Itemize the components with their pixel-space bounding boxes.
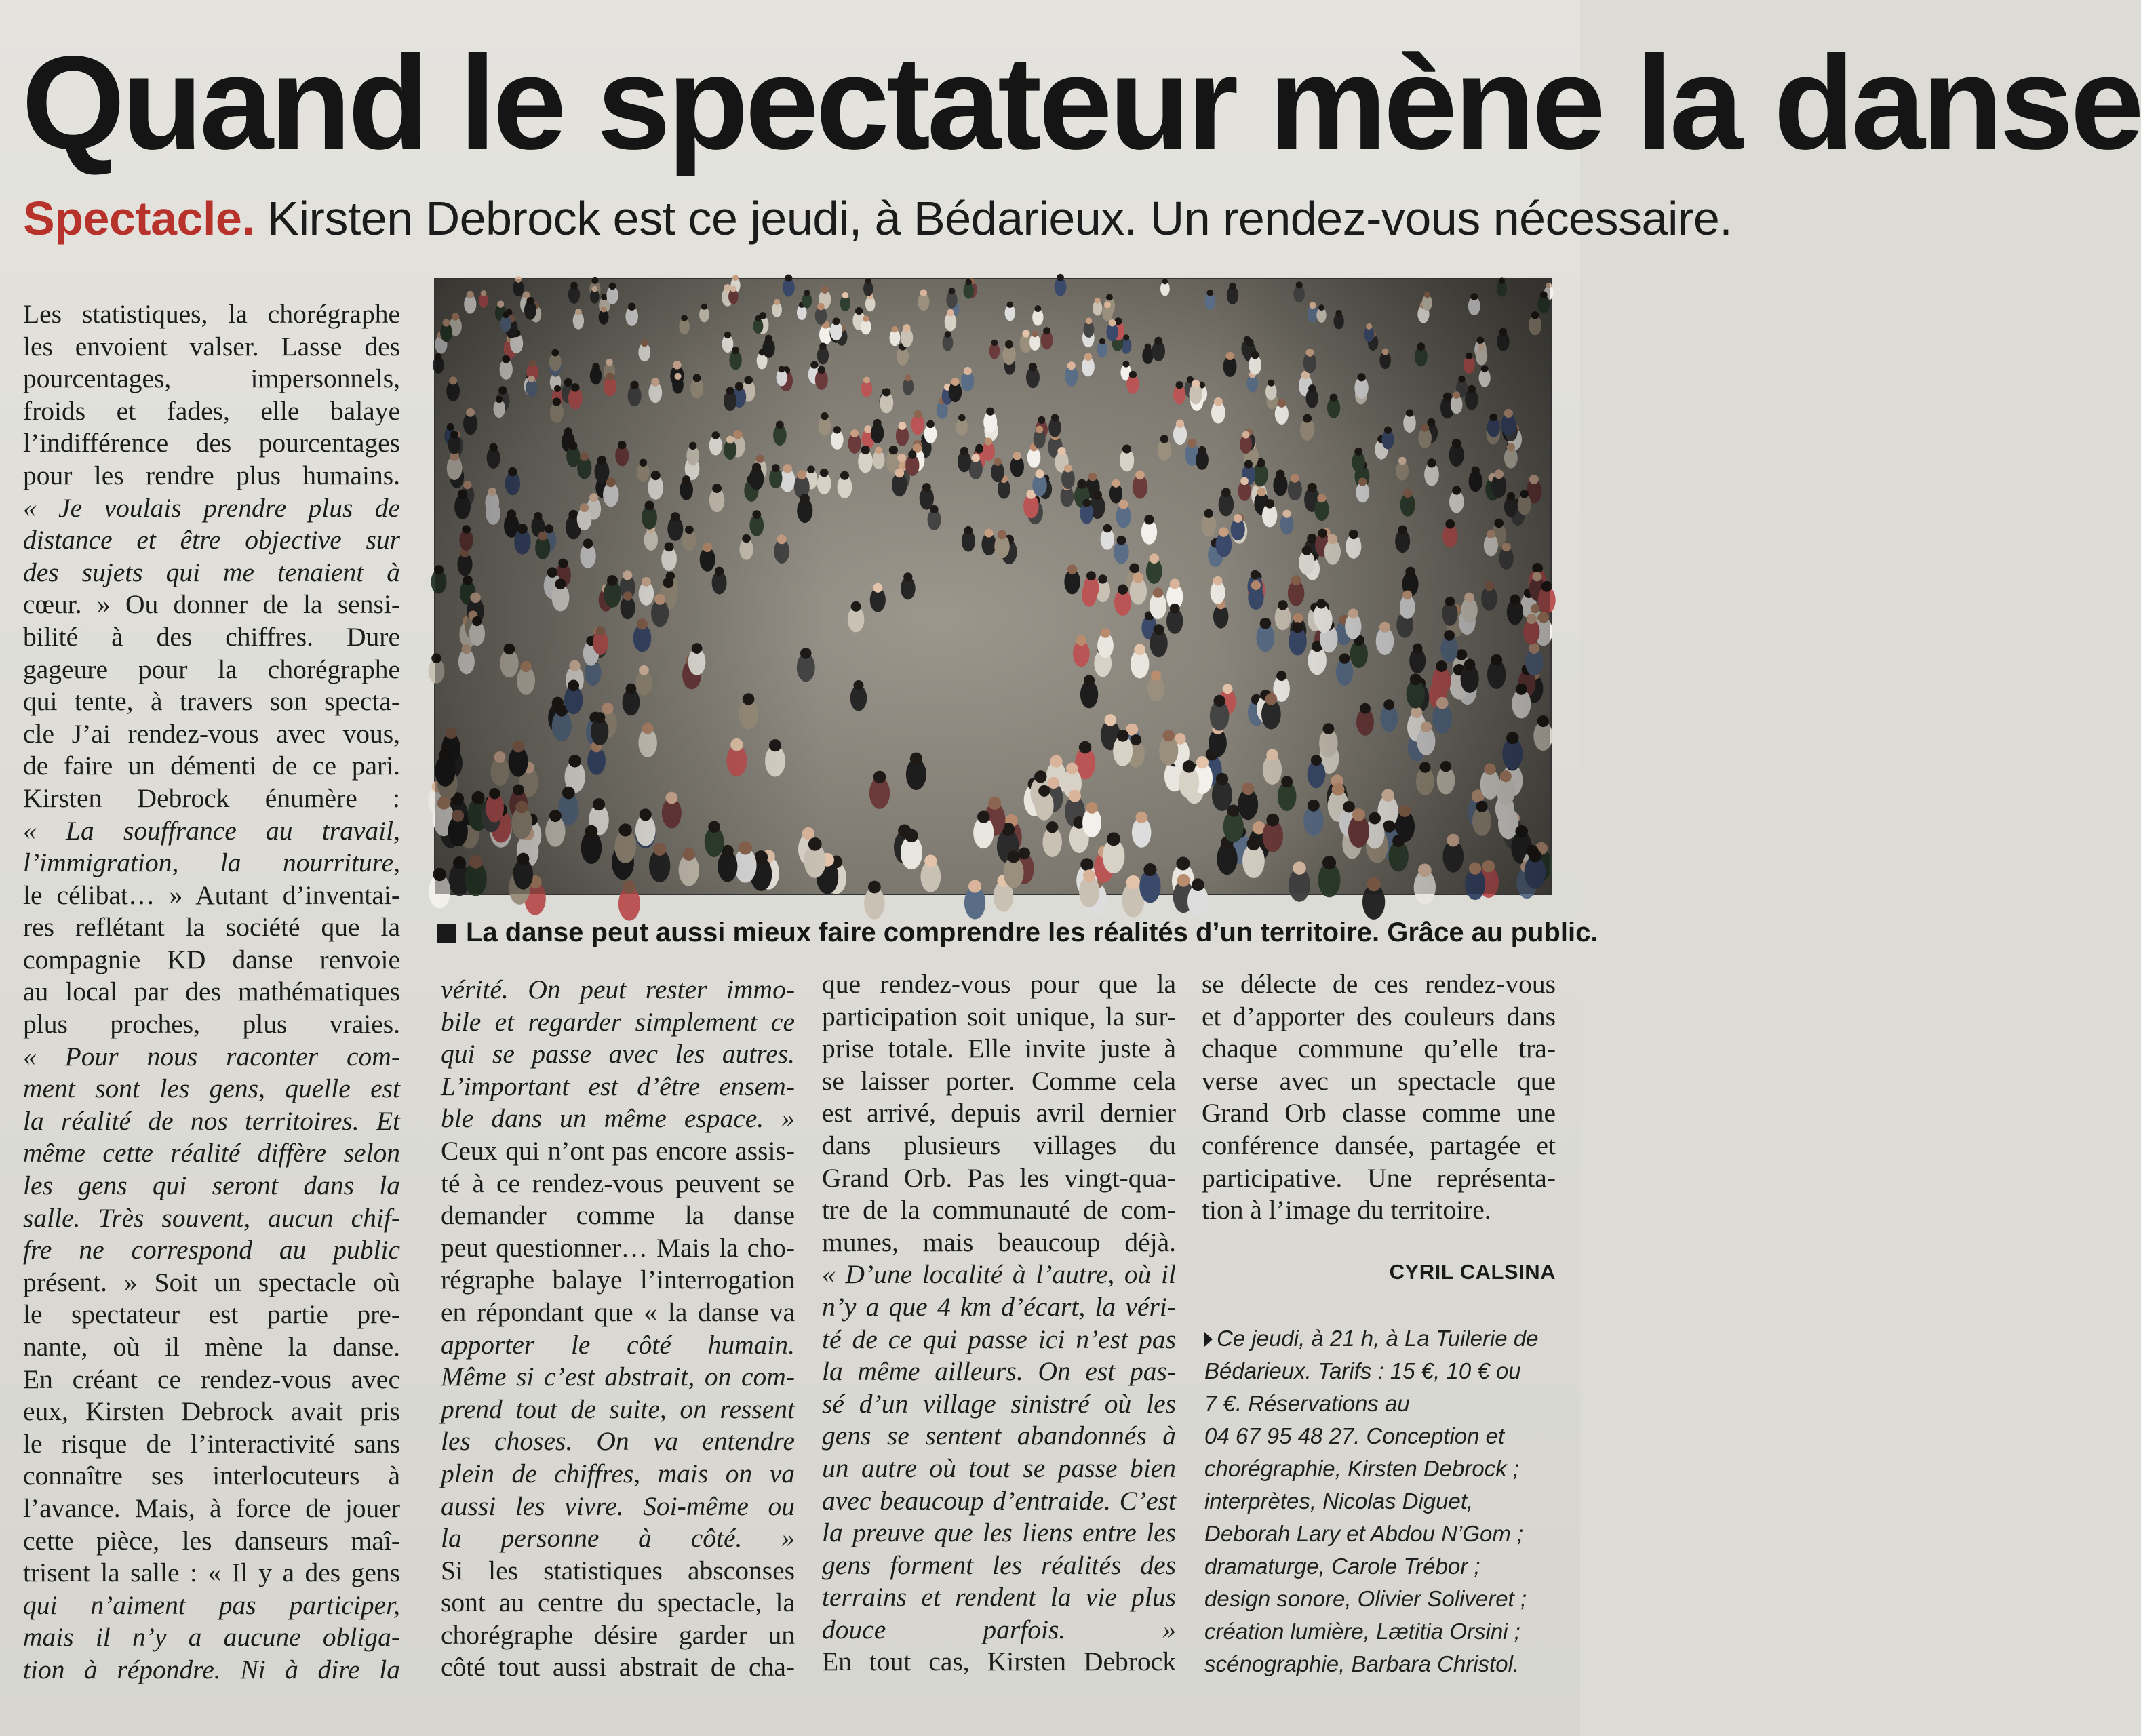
text-line: cœur. » Ou donner de la sensi- bbox=[23, 589, 400, 620]
text-line: au local par des mathématiques bbox=[23, 976, 400, 1007]
triangle-bullet-icon bbox=[1204, 1332, 1213, 1347]
info-line bbox=[1204, 1485, 1554, 1518]
text-line: connaître ses interlocuteurs à bbox=[23, 1461, 400, 1491]
text-line: tion à répondre. Ni à dire la bbox=[23, 1654, 400, 1684]
text-line: « Pour nous raconter com- bbox=[23, 1041, 400, 1071]
text-line: té à ce rendez-vous peuvent se bbox=[441, 1168, 795, 1198]
info-text: Ce jeudi, à 21 h, à La Tuilerie de bbox=[1217, 1326, 1539, 1351]
info-line bbox=[1204, 1420, 1554, 1453]
text-line: tion à l’image du territoire. bbox=[1202, 1195, 1491, 1225]
text-line: régraphe balaye l’interrogation bbox=[441, 1265, 795, 1295]
text-line: té de ce qui passe ici n’est pas bbox=[822, 1324, 1176, 1354]
info-line bbox=[1204, 1355, 1554, 1387]
text-line: terrains et rendent la vie plus bbox=[822, 1582, 1176, 1613]
info-line bbox=[1204, 1453, 1554, 1485]
text-line: conférence dansée, partagée et bbox=[1202, 1130, 1556, 1160]
caption-square-icon bbox=[437, 924, 456, 943]
text-line: tre de la communauté de com- bbox=[822, 1195, 1176, 1225]
text-line: cle J’ai rendez-vous avec vous, bbox=[23, 718, 400, 749]
text-line: plein de chiffres, mais on va bbox=[441, 1458, 795, 1488]
text-line: la personne à côté. » bbox=[441, 1523, 795, 1554]
text-line: est arrivé, depuis avril dernier bbox=[822, 1098, 1176, 1128]
article-column-1 bbox=[23, 298, 400, 1686]
text-line: les choses. On va entendre bbox=[441, 1426, 795, 1457]
text-line: En tout cas, Kirsten Debrock bbox=[822, 1646, 1176, 1677]
text-line: fre ne correspond au public bbox=[23, 1235, 400, 1265]
info-line bbox=[1204, 1615, 1554, 1648]
text-line: qui se passe avec les autres. bbox=[441, 1039, 795, 1069]
text-line: un autre où tout se passe bien bbox=[822, 1453, 1176, 1483]
photo-caption bbox=[437, 915, 1598, 949]
text-line: prise totale. Elle invite juste à bbox=[822, 1033, 1176, 1064]
text-line: les gens qui seront dans la bbox=[23, 1170, 400, 1201]
text-line: Les statistiques, la chorégraphe bbox=[23, 299, 400, 329]
article-headline: Quand le spectateur mène la danse bbox=[22, 28, 2141, 177]
text-line: peut questionner… Mais la cho- bbox=[441, 1232, 795, 1263]
info-text: dramaturge, Carole Trébor ; bbox=[1204, 1554, 1480, 1579]
text-line: avec beaucoup d’entraide. C’est bbox=[822, 1485, 1176, 1516]
text-line: bile et regarder simplement ce bbox=[441, 1006, 795, 1037]
info-line bbox=[1204, 1583, 1554, 1615]
text-line: Ceux qui n’ont pas encore assis- bbox=[441, 1135, 795, 1166]
text-line: pour les rendre plus humains. bbox=[23, 460, 400, 490]
text-line: présent. » Soit un spectacle où bbox=[23, 1267, 400, 1297]
caption-text: La danse peut aussi mieux faire comprendre les réalités d’un territoire. Grâce au public. bbox=[466, 918, 1598, 947]
text-line: l’avance. Mais, à force de jouer bbox=[23, 1493, 400, 1523]
text-line: En créant ce rendez-vous avec bbox=[23, 1364, 400, 1394]
text-line: que rendez-vous pour que la bbox=[822, 969, 1176, 999]
text-line: distance et être objective sur bbox=[23, 525, 400, 555]
info-line bbox=[1204, 1518, 1554, 1550]
text-line: compagnie KD danse renvoie bbox=[23, 944, 400, 974]
text-line: gens forment les réalités des bbox=[822, 1550, 1176, 1580]
info-text: chorégraphie, Kirsten Debrock ; bbox=[1204, 1456, 1520, 1481]
text-line: dans plusieurs villages du bbox=[822, 1130, 1176, 1160]
text-line: se délecte de ces rendez-vous bbox=[1202, 969, 1556, 999]
info-text: interprètes, Nicolas Diguet, bbox=[1204, 1488, 1474, 1514]
info-line bbox=[1204, 1387, 1554, 1420]
text-line: se laisser porter. Comme cela bbox=[822, 1065, 1176, 1096]
text-line: de faire un démenti de ce pari. bbox=[23, 751, 400, 781]
text-line: la preuve que les liens entre les bbox=[822, 1518, 1176, 1548]
text-line: Grand Orb classe comme une bbox=[1202, 1098, 1556, 1128]
article-kicker: Spectacle. bbox=[23, 192, 255, 245]
text-line: en répondant que « la danse va bbox=[441, 1297, 795, 1327]
text-line: « D’une localité à l’autre, où il bbox=[822, 1259, 1176, 1290]
text-line: douce parfois. » bbox=[822, 1614, 1176, 1644]
text-line: Si les statistiques absconses bbox=[441, 1555, 795, 1585]
text-line: des sujets qui me tenaient à bbox=[23, 557, 400, 587]
text-line: prend tout de suite, on ressent bbox=[441, 1394, 795, 1424]
text-line: n’y a que 4 km d’écart, la véri- bbox=[822, 1291, 1176, 1322]
crowd-image bbox=[435, 279, 1550, 894]
text-line: côté tout aussi abstrait de cha- bbox=[441, 1652, 795, 1682]
text-line: la même ailleurs. On est pas- bbox=[822, 1356, 1176, 1387]
text-line: L’important est d’être ensem- bbox=[441, 1071, 795, 1101]
text-line: froids et fades, elle balaye bbox=[23, 395, 400, 426]
text-line: « La souffrance au travail, bbox=[23, 815, 400, 846]
crowd-photo bbox=[434, 278, 1552, 895]
info-text: scénographie, Barbara Christol. bbox=[1204, 1651, 1520, 1676]
text-line: eux, Kirsten Debrock avait pris bbox=[23, 1396, 400, 1427]
text-line: le célibat… » Autant d’inventai- bbox=[23, 880, 400, 910]
text-line: même cette réalité diffère selon bbox=[23, 1138, 400, 1168]
text-line: Kirsten Debrock énumère : bbox=[23, 783, 400, 813]
text-line: chorégraphe désire garder un bbox=[441, 1619, 795, 1650]
article-byline: CYRIL CALSINA bbox=[1389, 1260, 1556, 1284]
text-line: demander comme la danse bbox=[441, 1200, 795, 1231]
text-line: munes, mais beaucoup déjà. bbox=[822, 1227, 1176, 1257]
text-line: plus proches, plus vraies. bbox=[23, 1009, 400, 1040]
article-column-2 bbox=[441, 974, 795, 1684]
article-column-4 bbox=[1202, 968, 1556, 1227]
text-line: res reflétant la société que la bbox=[23, 912, 400, 943]
text-line: et d’apporter des couleurs dans bbox=[1202, 1001, 1556, 1031]
info-text: 04 67 95 48 27. Conception et bbox=[1204, 1423, 1505, 1448]
text-line: cette pièce, les danseurs maî- bbox=[23, 1525, 400, 1556]
text-line: participative. Une représenta- bbox=[1202, 1162, 1556, 1193]
text-line: sont au centre du spectacle, la bbox=[441, 1587, 795, 1618]
info-text: Deborah Lary et Abdou N’Gom ; bbox=[1204, 1521, 1524, 1546]
text-line: apporter le côté humain. bbox=[441, 1329, 795, 1360]
info-text: création lumière, Lætitia Orsini ; bbox=[1204, 1619, 1520, 1644]
info-line bbox=[1204, 1648, 1554, 1680]
text-line: ble dans un même espace. » bbox=[441, 1103, 795, 1134]
text-line: qui n’aiment pas participer, bbox=[23, 1590, 400, 1620]
info-text: design sonore, Olivier Soliveret ; bbox=[1204, 1586, 1527, 1611]
text-line: gens se sentent abandonnés à bbox=[822, 1421, 1176, 1451]
info-text: Bédarieux. Tarifs : 15 €, 10 € ou bbox=[1204, 1358, 1521, 1383]
article-standfirst bbox=[23, 191, 1733, 245]
text-line: mais il n’y a aucune obliga- bbox=[23, 1622, 400, 1653]
info-line bbox=[1204, 1550, 1554, 1583]
text-line: chaque commune qu’elle tra- bbox=[1202, 1033, 1556, 1064]
info-text: 7 €. Réservations au bbox=[1204, 1391, 1410, 1416]
text-line: le risque de l’interactivité sans bbox=[23, 1428, 400, 1459]
text-line: qui tente, à travers son specta- bbox=[23, 686, 400, 717]
text-line: Grand Orb. Pas les vingt-qua- bbox=[822, 1162, 1176, 1193]
text-line: les envoient valser. Lasse des bbox=[23, 331, 400, 361]
text-line: gageure pour la chorégraphe bbox=[23, 654, 400, 684]
text-line: l’immigration, la nourriture, bbox=[23, 848, 400, 878]
text-line: « Je voulais prendre plus de bbox=[23, 492, 400, 523]
text-line: aussi les vivre. Soi-même ou bbox=[441, 1491, 795, 1521]
text-line: salle. Très souvent, aucun chif- bbox=[23, 1202, 400, 1233]
text-line: l’indifférence des pourcentages bbox=[23, 428, 400, 458]
text-line: trisent la salle : « Il y a des gens bbox=[23, 1558, 400, 1588]
text-line: nante, où il mène la danse. bbox=[23, 1332, 400, 1362]
text-line: verse avec un spectacle que bbox=[1202, 1065, 1556, 1096]
text-line: Même si c’est abstrait, on com- bbox=[441, 1362, 795, 1392]
text-line: sé d’un village sinistré où les bbox=[822, 1388, 1176, 1419]
text-line: vérité. On peut rester immo- bbox=[441, 974, 795, 1004]
text-line: participation soit unique, la sur- bbox=[822, 1001, 1176, 1031]
standfirst-text: Kirsten Debrock est ce jeudi, à Bédarieux. Un rendez-vous nécessaire. bbox=[254, 192, 1733, 245]
text-line: pourcentages, impersonnels, bbox=[23, 363, 400, 394]
text-line: bilité à des chiffres. Dure bbox=[23, 621, 400, 652]
article-column-3 bbox=[822, 968, 1176, 1678]
info-line bbox=[1204, 1322, 1554, 1355]
text-line: le spectateur est partie pre- bbox=[23, 1299, 400, 1330]
text-line: la réalité de nos territoires. Et bbox=[23, 1105, 400, 1136]
text-line: ment sont les gens, quelle est bbox=[23, 1073, 400, 1104]
practical-info bbox=[1204, 1322, 1554, 1680]
